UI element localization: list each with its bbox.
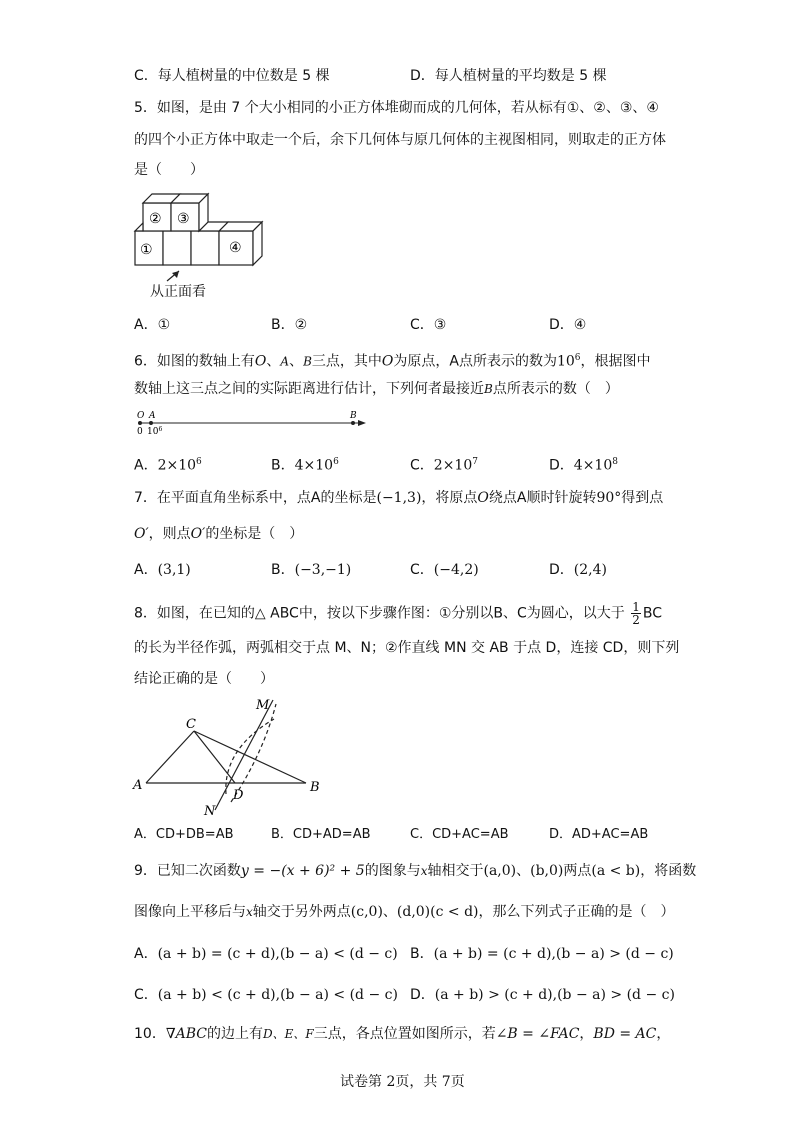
q5-option-d: D．④ bbox=[549, 317, 587, 333]
label-tick: $10^6$ bbox=[147, 426, 163, 437]
q8-text-line2: 的长为半径作弧，两弧相交于点 M、N；②作直线 MN 交 AB 于点 D，连接 CD，则下列 bbox=[134, 640, 680, 656]
label-b: B bbox=[310, 780, 320, 795]
line-mn bbox=[215, 700, 273, 810]
q6-option-c: C．$2\times 10^7$ bbox=[410, 457, 478, 474]
segment-cd bbox=[194, 731, 235, 783]
q8-triangle-figure bbox=[128, 694, 328, 819]
q6-text-line1: 6．如图的数轴上有O、A、B三点，其中O为原点，A点所表示的数为$10^6$，根据图中 bbox=[134, 353, 651, 370]
label-zero: 0 bbox=[137, 427, 143, 437]
q8-option-d: D．AD+AC=AB bbox=[549, 827, 649, 842]
label-c: C bbox=[186, 717, 196, 732]
cube-label-3: ③ bbox=[177, 211, 190, 227]
q9-option-d: D．(a + b) > (c + d),(b − a) > (d − c) bbox=[410, 987, 675, 1003]
q8-text-line3: 结论正确的是（ ） bbox=[134, 671, 274, 687]
q6-number-line bbox=[130, 405, 370, 440]
q7-coord: (−1,3) bbox=[376, 490, 422, 506]
label-b: B bbox=[350, 411, 357, 421]
point-a bbox=[149, 421, 153, 425]
label-d: D bbox=[233, 788, 244, 803]
q4-option-d: D．每人植树量的平均数是 5 棵 bbox=[410, 68, 607, 84]
q9-option-c: C．(a + b) < (c + d),(b − a) < (d − c) bbox=[134, 987, 398, 1003]
q5-option-c: C．③ bbox=[410, 317, 447, 333]
q7-option-c: C．(−4,2) bbox=[410, 562, 479, 578]
view-arrow-head bbox=[172, 271, 179, 278]
label-m: M bbox=[256, 698, 270, 713]
cube-front-5 bbox=[163, 231, 191, 265]
q6-option-b: B．$4\times 10^6$ bbox=[271, 457, 339, 474]
q7-text-line1: 7．在平面直角坐标系中，点A的坐标是(−1,3)，将原点O绕点A顺时针旋转90°得到点 bbox=[134, 490, 664, 506]
label-n: N bbox=[204, 804, 216, 819]
q5-text-line2: 的四个小正方体中取走一个后，余下几何体与原几何体的主视图相同，则取走的正方体 bbox=[134, 132, 666, 148]
cube-label-4: ④ bbox=[229, 240, 242, 256]
cube-label-2: ② bbox=[149, 211, 162, 227]
q6-b: B bbox=[303, 354, 312, 369]
q8-option-b: B．CD+AD=AB bbox=[271, 827, 371, 842]
label-o: O bbox=[137, 411, 145, 421]
q9-function: y = −(x + 6)² + 5 bbox=[240, 863, 365, 879]
cube-front-6 bbox=[191, 231, 219, 265]
q6-option-d: D．$4\times 10^8$ bbox=[549, 457, 618, 474]
segment-ac bbox=[146, 731, 194, 783]
q5-text-line3: 是（ ） bbox=[134, 162, 204, 178]
point-b bbox=[351, 421, 355, 425]
q10-text-line1: 10．∇ABC的边上有D、E、F三点，各点位置如图所示，若∠B = ∠FAC，BD = AC， bbox=[134, 1026, 671, 1042]
q9-text-line1: 9．已知二次函数y = −(x + 6)² + 5的图象与x轴相交于(a,0)、(b,0)两点(a < b)，将函数 bbox=[134, 863, 697, 879]
axis-arrow bbox=[358, 420, 366, 426]
q6-a: A bbox=[280, 354, 290, 369]
q8-text-line1: 8．如图，在已知的△ ABC中，按以下步骤作图：①分别以B、C为圆心，以大于 $\frac{1}{2}$ BC bbox=[134, 600, 662, 627]
q8-option-c: C．CD+AC=AB bbox=[410, 827, 509, 842]
page-footer: 试卷第 2页，共 7页 bbox=[340, 1074, 465, 1090]
q8-option-a: A．CD+DB=AB bbox=[134, 827, 234, 842]
segment-cb bbox=[194, 731, 306, 783]
q5-option-a: A．① bbox=[134, 317, 171, 333]
q7-option-b: B．(−3,−1) bbox=[271, 562, 352, 578]
q9-option-b: B．(a + b) = (c + d),(b − a) > (d − c) bbox=[410, 946, 674, 962]
q6-o: O bbox=[254, 353, 267, 370]
q6-text-line2: 数轴上这三点之间的实际距离进行估计，下列何者最接近B点所表示的数（ ） bbox=[134, 381, 619, 397]
q7-option-d: D．(2,4) bbox=[549, 562, 607, 578]
q5-view-caption: 从正面看 bbox=[150, 284, 206, 300]
cube-label-1: ① bbox=[140, 242, 153, 258]
q8-fraction: $\frac{1}{2}$ bbox=[632, 600, 640, 627]
q7-option-a: A．(3,1) bbox=[134, 562, 191, 578]
q4-option-c: C．每人植树量的中位数是 5 棵 bbox=[134, 68, 330, 84]
cube-top-1 bbox=[135, 223, 143, 231]
q5-option-b: B．② bbox=[271, 317, 308, 333]
label-a: A bbox=[149, 411, 156, 421]
q9-option-a: A．(a + b) = (c + d),(b − a) < (d − c) bbox=[134, 946, 398, 962]
q6-option-a: A．$2\times 10^6$ bbox=[134, 457, 202, 474]
q5-text-line1: 5．如图，是由 7 个大小相同的小正方体堆砌而成的几何体，若从标有①、②、③、④ bbox=[134, 100, 659, 116]
q7-text-line2: O′，则点O′的坐标是（ ） bbox=[134, 526, 304, 542]
point-o bbox=[138, 421, 142, 425]
q9-text-line2: 图像向上平移后与x轴交于另外两点(c,0)、(d,0)(c < d)，那么下列式子正确的是（ ） bbox=[134, 904, 675, 920]
label-a: A bbox=[133, 778, 143, 793]
